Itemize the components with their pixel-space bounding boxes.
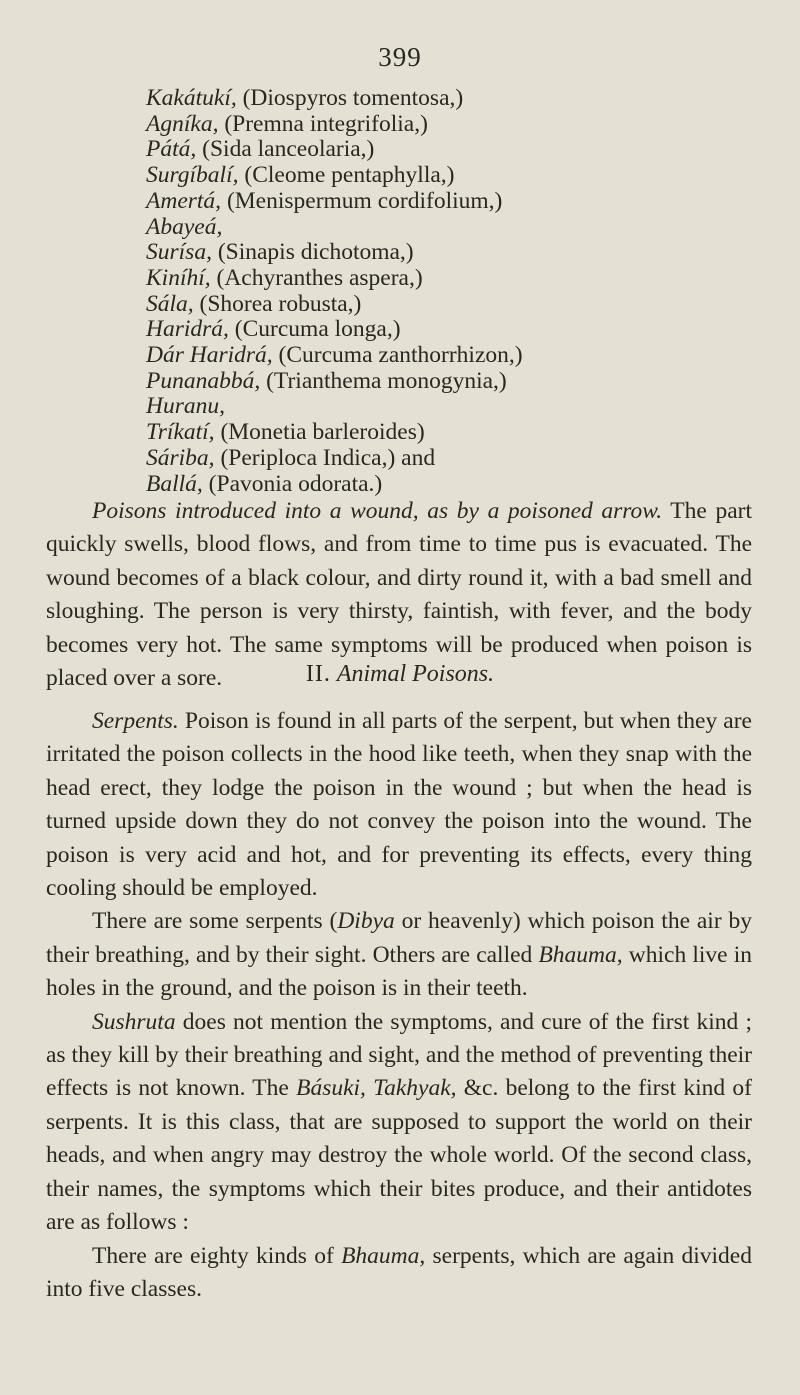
list-item (146, 163, 766, 189)
plant-name: Huranu, (146, 393, 225, 420)
text-run: or heavenly) which poison the air by their breathing, and by their sight. Others are called (46, 908, 752, 968)
text-run: There are eighty kinds of (92, 1242, 342, 1269)
list-item (146, 240, 766, 266)
list-item (146, 317, 766, 343)
plant-latin: (Menispermum cordifolium,) (221, 187, 503, 214)
plant-name: Haridrá, (146, 316, 229, 343)
list-item (146, 369, 766, 395)
text-run: which live in holes in the ground, and the poison is in their teeth. (46, 941, 752, 1002)
list-item (146, 292, 766, 318)
sushruta-paragraph (46, 1006, 752, 1240)
plant-latin: (Achyranthes aspera,) (210, 264, 423, 291)
paragraph-lead: Serpents. (92, 708, 179, 734)
list-item (146, 446, 766, 472)
plant-list (146, 86, 766, 497)
plant-name: Tríkatí, (146, 419, 215, 446)
plant-latin: (Periploca Indica,) and (214, 444, 436, 471)
plant-latin: (Premna integrifolia,) (218, 110, 428, 137)
list-item (146, 420, 766, 446)
list-item (146, 137, 766, 163)
list-item (146, 112, 766, 138)
paragraph-body: Poison is found in all parts of the serpent, but when they are irritated the poison collects in the hood like teeth, when they snap with the head erect, they lodge the poison in the wound ; but when the head is turned upside down they do not convey the poison into the wound. The poison is very acid and hot, and for preventing its effects, every thing cooling should be employed. (46, 708, 752, 902)
plant-name: Sáriba, (146, 444, 215, 471)
term-sushruta: Sushruta (92, 1008, 176, 1035)
list-item (146, 189, 766, 215)
plant-latin: (Sinapis dichotoma,) (211, 239, 414, 266)
list-item (146, 394, 766, 420)
plant-name: Surísa, (146, 239, 212, 266)
plant-name: Dár Haridrá, (146, 342, 273, 369)
plant-latin: (Diospyros tomentosa,) (236, 85, 464, 111)
list-item (146, 472, 766, 498)
page-number: 399 (378, 42, 422, 72)
term-dibya: Dibya (337, 908, 395, 935)
serpents-paragraph (46, 705, 752, 905)
text-run: serpents, which are again divided into five classes. (46, 1242, 752, 1302)
plant-latin: (Shorea robusta,) (193, 290, 362, 317)
text-run: does not mention the symptoms, and cure of the first kind ; as they kill by their breathing and sight, and the method of preventing their effects is not known. The (46, 1008, 752, 1102)
plant-name: Ballá, (146, 470, 203, 497)
list-item (146, 343, 766, 369)
text-run: &c. belong to the first kind of serpents. It is this class, that are supposed to support the world on their heads, and when angry may destroy the whole world. Of the second class, their names, the symptoms which their bites produce, and their antidotes are as follows : (46, 1075, 752, 1236)
plant-latin: (Pavonia odorata.) (202, 470, 383, 497)
plant-name: Surgíbalí, (146, 162, 239, 189)
plant-name: Kakátukí, (146, 85, 237, 111)
plant-latin: (Curcuma zanthorrhizon,) (272, 342, 523, 369)
plant-name: Sála, (146, 290, 194, 317)
plant-latin: (Sida lanceolaria,) (196, 136, 375, 163)
section-heading (0, 661, 800, 688)
plant-name: Pátá, (146, 136, 197, 163)
dibya-paragraph (46, 905, 752, 1005)
list-item (146, 86, 766, 112)
plant-name: Abayeá, (146, 213, 223, 240)
term-bhauma: Bhauma, (341, 1242, 426, 1269)
plant-latin: (Cleome pentaphylla,) (238, 162, 455, 189)
section-title: Animal Poisons. (336, 661, 495, 687)
plant-latin: (Curcuma longa,) (228, 316, 401, 343)
plant-name: Kiníhí, (146, 264, 211, 291)
term-serpent-names: Básuki, Takhyak, (296, 1075, 457, 1102)
paragraph-lead: Poisons introduced into a wound, as by a poisoned arrow. (92, 498, 663, 524)
plant-latin: (Trianthema monogynia,) (260, 367, 507, 394)
text-run: There are some serpents ( (92, 908, 338, 935)
section-number: II. (305, 661, 331, 687)
list-item (146, 266, 766, 292)
term-bhauma: Bhauma, (538, 941, 623, 968)
plant-latin: (Monetia barleroides) (214, 419, 425, 446)
eighty-kinds-paragraph (46, 1240, 752, 1307)
list-item (146, 215, 766, 241)
plant-name: Agníka, (146, 110, 219, 137)
animal-poisons-section (46, 705, 752, 1306)
plant-name: Punanabbá, (146, 367, 261, 394)
paragraph-body: The part quickly swells, blood flows, and from time to time pus is evacuated. The wound becomes of a black colour, and dirty round it, with a bad smell and sloughing. The person is very thirsty, faintish, with fever, and the body becomes very hot. The same symptoms will be produced when poison is placed over a sore. (46, 498, 752, 692)
plant-name: Amertá, (146, 187, 222, 214)
